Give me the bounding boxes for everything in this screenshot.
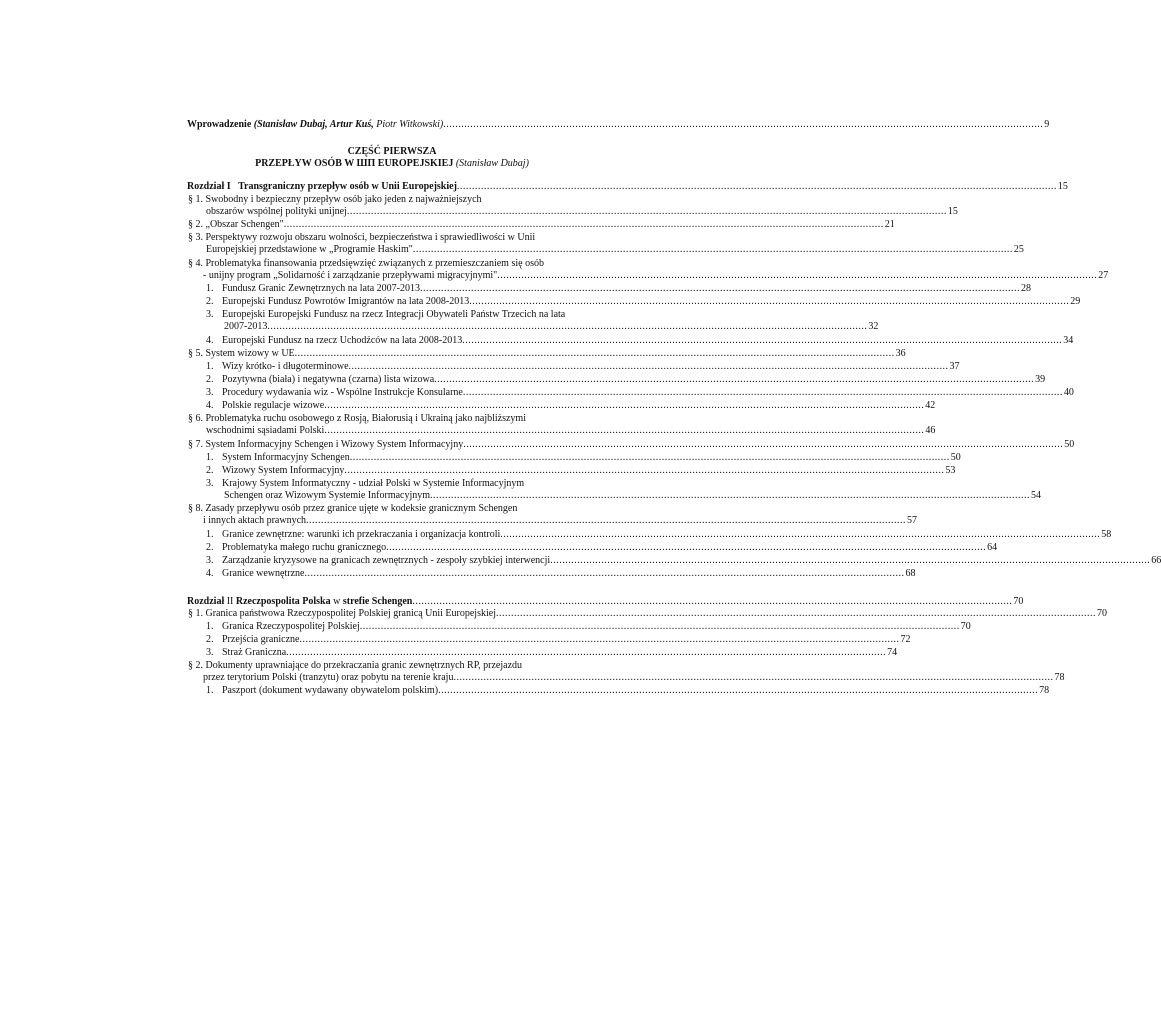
toc-entry-title: Paszport (dokument wydawany obywatelom polskim) — [222, 685, 439, 696]
toc-entry-title: § 8. Zasady przepływu osób przez granice ujęte w kodeksie granicznym Schengen — [188, 503, 518, 514]
toc-entry-text — [206, 400, 324, 412]
toc-entry — [188, 660, 598, 672]
toc-entry-number: 3. — [206, 387, 214, 398]
chapter-2-title-w: w — [333, 596, 341, 607]
toc-entry-number: 3. — [206, 478, 214, 489]
leader-dots: ........................................................................................................................................................................................................ — [359, 621, 960, 632]
part-subtitle-line — [186, 158, 598, 170]
leader-dots: ........................................................................................................................................................................................................ — [438, 685, 1039, 696]
toc-entry-number: 3. — [206, 647, 214, 658]
toc-entry-text — [206, 529, 500, 541]
leader-dots: ........................................................................................................................................................................................................ — [348, 361, 949, 372]
toc-entry-title: § 1. Swobodny i bezpieczny przepływ osób jako jeden z najważniejszych — [188, 194, 482, 205]
page-number: 70 — [1096, 608, 1107, 619]
toc-entry — [206, 647, 898, 659]
chapter-1-title: Transgraniczny przepływ osób w Unii Europejskiej — [238, 181, 457, 192]
toc-entry-text — [206, 685, 438, 697]
toc-entry-title: 2007-2013 — [224, 321, 268, 332]
toc-entry-text — [206, 387, 463, 399]
toc-entry-number: 3. — [206, 309, 214, 320]
chapter-1-label: Rozdział I — [187, 181, 231, 192]
toc-entry-text — [188, 194, 482, 206]
toc-intro-text — [187, 119, 443, 131]
toc-entry-number: 1. — [206, 361, 214, 372]
toc-entry-title: Procedury wydawania wiz - Wspólne Instrukcje Konsularne — [222, 387, 463, 398]
toc-entry-number: 2. — [206, 634, 214, 645]
page-number: 39 — [1035, 374, 1046, 385]
toc-entry — [188, 608, 1107, 620]
chapter-2-text — [187, 596, 412, 608]
toc-entry-text — [206, 634, 299, 646]
leader-dots: ........................................................................................................................................................................................................ — [434, 374, 1035, 385]
toc-entry-text — [206, 206, 347, 218]
toc-entry-number: 1. — [206, 283, 214, 294]
toc-entry-text — [206, 478, 524, 490]
toc-entry-title: System Informacyjny Schengen — [222, 452, 350, 463]
leader-dots: ........................................................................................................................................................................................................ — [550, 555, 1151, 566]
toc-entry-title: § 5. System wizowy w UE — [188, 348, 295, 359]
toc-entry — [206, 335, 1074, 347]
toc-entry-text — [203, 672, 453, 684]
page-number: 9 — [1044, 119, 1050, 130]
leader-dots: ........................................................................................................................................................................................................ — [283, 219, 884, 230]
leader-dots: ........................................................................................................................................................................................................ — [456, 181, 1057, 192]
toc-entry-number: 1. — [206, 529, 214, 540]
toc-entry — [188, 232, 598, 244]
toc-entry — [206, 478, 598, 490]
toc-entry-title: Problematyka małego ruchu granicznego — [222, 542, 387, 553]
toc-entry — [206, 425, 936, 437]
chapter-1-text — [187, 181, 457, 193]
toc-entry-text — [206, 296, 469, 308]
toc-entry-number: 2. — [206, 296, 214, 307]
toc-entry — [188, 258, 598, 270]
leader-dots: ........................................................................................................................................................................................................ — [344, 465, 945, 476]
page-number: 54 — [1031, 490, 1042, 501]
toc-entry-text — [188, 503, 517, 515]
toc-entry-title: § 6. Problematyka ruchu osobowego z Rosją, Białorusią i Ukrainą jako najbliższymi — [188, 413, 526, 424]
toc-chapter-2 — [187, 596, 1024, 608]
toc-entry — [206, 634, 911, 646]
toc-entry-title: Granica Rzeczypospolitej Polskiej — [222, 621, 360, 632]
toc-entry — [203, 672, 1065, 684]
toc-entry-text — [203, 270, 497, 282]
page-number: 28 — [1021, 283, 1031, 294]
toc-entry — [224, 321, 879, 333]
toc-entry-text — [203, 515, 306, 527]
leader-dots: ........................................................................................................................................................................................................ — [420, 283, 1020, 294]
chapter-2-title-b: strefie Schengen — [342, 596, 413, 607]
toc-entry — [224, 490, 1042, 502]
toc-entry-title: wschodnimi sąsiadami Polski — [206, 425, 325, 436]
page-number: 74 — [887, 647, 898, 658]
toc-entry-number: 4. — [206, 568, 214, 579]
leader-dots: ........................................................................................................................................................................................................ — [497, 270, 1098, 281]
page-number: 21 — [884, 219, 895, 230]
intro-authors-rest: Piotr Witkowski) — [376, 119, 444, 130]
page-number: 64 — [987, 542, 998, 553]
toc-entry-title: Fundusz Granic Zewnętrznych na lata 2007-2013 — [222, 283, 420, 294]
toc-entry-title: obszarów wspólnej polityki unijnej — [206, 206, 347, 217]
chapter-2-numeral: II — [226, 596, 234, 607]
page-number: 50 — [1064, 439, 1075, 450]
toc-entry-text — [206, 647, 286, 659]
toc-entry-title: Europejski Fundusz na rzecz Uchodźców na lata 2008-2013 — [222, 335, 463, 346]
leader-dots: ........................................................................................................................................................................................................ — [462, 335, 1063, 346]
leader-dots: ........................................................................................................................................................................................................ — [430, 490, 1031, 501]
toc-entry-text — [206, 452, 350, 464]
toc-entry-title: Wizowy System Informacyjny — [222, 465, 345, 476]
page-number: 58 — [1101, 529, 1112, 540]
page-number: 46 — [925, 425, 936, 436]
toc-chapter-1 — [187, 181, 1068, 193]
toc-entry-title: Europejski Europejski Fundusz na rzecz Integracji Obywateli Państw Trzecich na lata — [222, 309, 566, 320]
toc-entry — [206, 621, 971, 633]
toc-entry-text — [206, 244, 413, 256]
toc-entry — [206, 465, 956, 477]
toc-entry-title: Krajowy System Informatyczny - udział Polski w Systemie Informacyjnym — [222, 478, 525, 489]
page-number: 15 — [947, 206, 958, 217]
page-number: 50 — [950, 452, 961, 463]
leader-dots: ........................................................................................................................................................................................................ — [462, 387, 1063, 398]
toc-entry-number: 4. — [206, 335, 214, 346]
leader-dots: ........................................................................................................................................................................................................ — [299, 634, 900, 645]
part-title: CZĘŚĆ PIERWSZA — [347, 146, 437, 157]
page-number: 25 — [1013, 244, 1024, 255]
toc-entry — [188, 439, 1075, 451]
toc-entry-number: 2. — [206, 465, 214, 476]
page-number: 32 — [868, 321, 879, 332]
leader-dots: ........................................................................................................................................................................................................ — [412, 596, 1013, 607]
toc-entry-title: Zarządzanie kryzysowe na granicach zewnętrznych - zespoły szybkiej interwencji — [222, 555, 551, 566]
toc-entry — [188, 194, 598, 206]
leader-dots: ........................................................................................................................................................................................................ — [286, 647, 887, 658]
toc-entry-number: 3. — [206, 555, 214, 566]
leader-dots: ........................................................................................................................................................................................................ — [267, 321, 868, 332]
leader-dots: ........................................................................................................................................................................................................ — [349, 452, 950, 463]
toc-entry-text — [206, 568, 304, 580]
intro-authors-bold: (Stanisław Dubaj, Artur Kuś, — [253, 119, 374, 130]
toc-entry-title: Polskie regulacje wizowe — [222, 400, 325, 411]
page-number: 72 — [900, 634, 911, 645]
toc-entry-text — [188, 232, 535, 244]
toc-entry-text — [206, 555, 550, 567]
leader-dots: ........................................................................................................................................................................................................ — [346, 206, 947, 217]
page-number: 57 — [907, 515, 918, 526]
toc-entry-number: 2. — [206, 542, 214, 553]
toc-entry-title: Europejski Fundusz Powrotów Imigrantów na lata 2008-2013 — [222, 296, 470, 307]
toc-entry — [206, 374, 1046, 386]
toc-entry-text — [188, 219, 284, 231]
leader-dots: ........................................................................................................................................................................................................ — [453, 672, 1054, 683]
toc-entry-title: i innych aktach prawnych — [203, 515, 307, 526]
page-number: 29 — [1070, 296, 1081, 307]
page-number: 37 — [949, 361, 960, 372]
toc-entry — [206, 244, 1024, 256]
leader-dots: ........................................................................................................................................................................................................ — [495, 608, 1096, 619]
leader-dots: ........................................................................................................................................................................................................ — [294, 348, 895, 359]
page-number: 68 — [905, 568, 916, 579]
toc-entry-title: § 2. „Obszar Schengen" — [188, 219, 284, 230]
toc-entry-title: Granice wewnętrzne — [222, 568, 305, 579]
part-author: (Stanisław Dubaj) — [455, 158, 529, 169]
toc-entry-text — [206, 335, 462, 347]
toc-entry-text — [188, 660, 522, 672]
toc-entry — [206, 529, 1112, 541]
toc-entry-number: 4. — [206, 400, 214, 411]
toc-entry-text — [224, 490, 430, 502]
leader-dots: ........................................................................................................................................................................................................ — [306, 515, 907, 526]
leader-dots: ........................................................................................................................................................................................................ — [412, 244, 1013, 255]
toc-entry — [188, 413, 598, 425]
toc-entry — [206, 555, 1161, 567]
toc-entry-text — [206, 283, 420, 295]
toc-entry — [206, 309, 598, 321]
toc-entry-title: § 1. Granica państwowa Rzeczypospolitej Polskiej granicą Unii Europejskiej — [188, 608, 496, 619]
leader-dots: ........................................................................................................................................................................................................ — [386, 542, 987, 553]
toc-entry-text — [188, 348, 295, 360]
toc-entry-text — [206, 542, 386, 554]
toc-entry-title: Europejskiej przedstawione w „Programie Haskim" — [206, 244, 413, 255]
toc-entry — [203, 270, 1109, 282]
toc-entry-text — [206, 309, 565, 321]
chapter-2-label: Rozdział — [187, 596, 225, 607]
toc-entry-title: § 2. Dokumenty uprawniające do przekraczania granic zewnętrznych RP, przejazdu — [188, 660, 523, 671]
page-number: 78 — [1039, 685, 1050, 696]
page-number: 36 — [895, 348, 906, 359]
toc-entry — [206, 452, 961, 464]
toc-entry-title: Schengen oraz Wizowym Systemie Informacyjnym — [224, 490, 431, 501]
toc-entry — [206, 542, 998, 554]
toc-entry-title: § 3. Perspektywy rozwoju obszaru wolności, bezpieczeństwa i sprawiedliwości w Unii — [188, 232, 536, 243]
toc-entry — [188, 348, 906, 360]
leader-dots: ........................................................................................................................................................................................................ — [443, 119, 1044, 130]
toc-entry-number: 1. — [206, 452, 214, 463]
page-number: 66 — [1151, 555, 1161, 566]
toc-entry-text — [206, 374, 434, 386]
page-number: 15 — [1057, 181, 1068, 192]
page-number: 40 — [1063, 387, 1074, 398]
chapter-2-title-a: Rzeczpospolita Polska — [235, 596, 331, 607]
toc-entry-title: - unijny program „Solidarność i zarządzanie przepływami migracyjnymi" — [203, 270, 498, 281]
toc-entry-text — [188, 413, 526, 425]
leader-dots: ........................................................................................................................................................................................................ — [463, 439, 1064, 450]
page-number: 70 — [960, 621, 971, 632]
leader-dots: ........................................................................................................................................................................................................ — [324, 400, 925, 411]
toc-entry-text — [224, 321, 267, 333]
toc-entry — [206, 387, 1074, 399]
toc-entry — [206, 283, 1031, 295]
toc-entry — [188, 503, 598, 515]
toc-entry-text — [206, 425, 324, 437]
toc-entry-title: Straż Graniczna — [222, 647, 287, 658]
leader-dots: ........................................................................................................................................................................................................ — [304, 568, 905, 579]
toc-entry-text — [206, 465, 344, 477]
page-number: 78 — [1054, 672, 1065, 683]
toc-entry-text — [188, 439, 463, 451]
toc-entry — [206, 568, 916, 580]
toc-entry-number: 1. — [206, 685, 214, 696]
page-number: 27 — [1098, 270, 1109, 281]
toc-entry — [206, 685, 1050, 697]
part-subtitle: PRZEPŁYW OSÓB W ШП EUROPEJSKIEJ — [255, 158, 454, 169]
leader-dots: ........................................................................................................................................................................................................ — [469, 296, 1070, 307]
toc-entry — [203, 515, 918, 527]
page-number: 34 — [1063, 335, 1074, 346]
page-number: 70 — [1013, 596, 1024, 607]
toc-entry-number: 2. — [206, 374, 214, 385]
toc-entry-title: Pozytywna (biała) i negatywna (czarna) lista wizowa — [222, 374, 435, 385]
intro-label: Wprowadzenie — [187, 119, 252, 130]
leader-dots: ........................................................................................................................................................................................................ — [324, 425, 925, 436]
toc-entry-number: 1. — [206, 621, 214, 632]
toc-entry-title: § 4. Problematyka finansowania przedsięwzięć związanych z przemieszczaniem się osób — [188, 258, 544, 269]
toc-entry-text — [206, 361, 349, 373]
leader-dots: ........................................................................................................................................................................................................ — [500, 529, 1101, 540]
toc-entry-title: Przejścia graniczne — [222, 634, 300, 645]
toc-entry-text — [206, 621, 360, 633]
toc-entry-text — [188, 258, 544, 270]
toc-entry-title: Granice zewnętrzne: warunki ich przekraczania i organizacja kontroli — [222, 529, 501, 540]
toc-entry — [188, 219, 895, 231]
toc-entry-text — [188, 608, 496, 620]
page-number: 53 — [945, 465, 956, 476]
page-number: 42 — [925, 400, 936, 411]
toc-intro — [187, 119, 1050, 131]
toc-entry-title: Wizy krótko- i długoterminowe — [222, 361, 349, 372]
toc-entry-title: przez terytorium Polski (tranzytu) oraz pobytu na terenie kraju — [203, 672, 454, 683]
toc-entry — [206, 296, 1081, 308]
toc-entry — [206, 361, 960, 373]
toc-entry — [206, 400, 936, 412]
toc-entry — [206, 206, 958, 218]
toc-entry-title: § 7. System Informacyjny Schengen i Wizowy System Informacyjny — [188, 439, 464, 450]
